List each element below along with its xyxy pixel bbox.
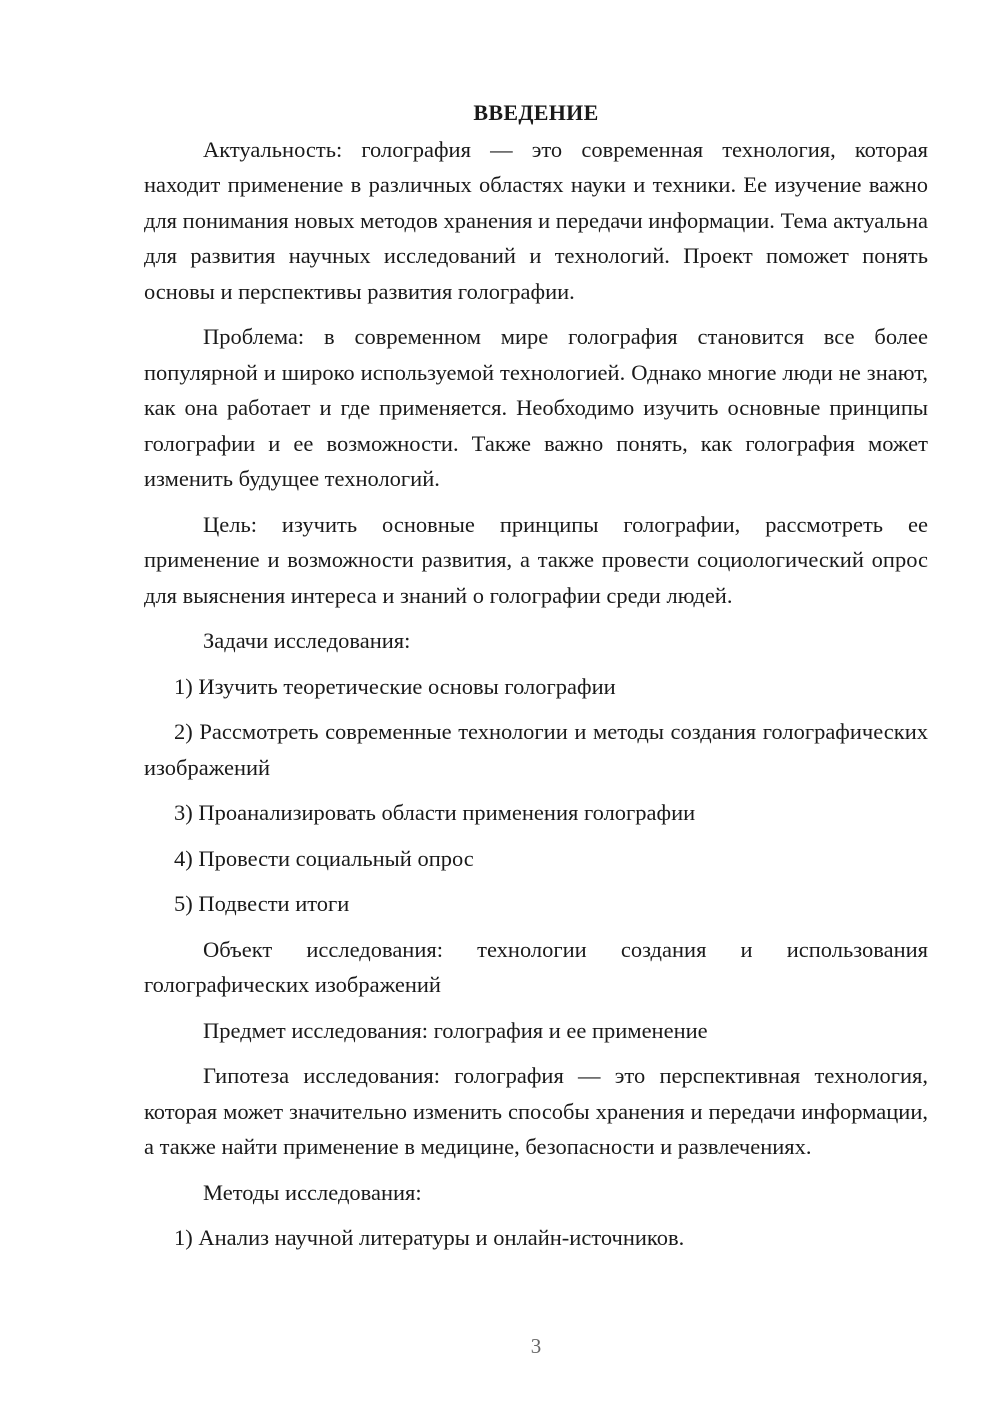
task-item-4: 4) Провести социальный опрос	[174, 845, 474, 871]
paragraph-problem: Проблема: в современном мире голография становится все более популярной и широко используемой технологией. Однако многие люди не знают, как она работает и где применяется. Необходимо изучить основные принципы голографии и ее возможности. Также важно понять, как голография может изменить будущее технологий.	[144, 324, 928, 491]
paragraph-actuality: Актуальность: голография — это современная технология, которая находит применение в различных областях науки и техники. Ее изучение важно для понимания новых методов хранения и передачи информации. Тема актуальна для развития научных исследований и технологий. Проект поможет понять основы и перспективы развития голографии.	[144, 136, 928, 304]
tasks-title: Задачи исследования:	[203, 628, 411, 653]
task-item-2: 2) Рассмотреть современные технологии и методы создания голографических изображений	[144, 719, 928, 780]
task-item-5: 5) Подвести итоги	[174, 891, 350, 916]
method-item-1: 1) Анализ научной литературы и онлайн-источников.	[174, 1225, 685, 1250]
page-number: 3	[530, 1334, 542, 1358]
task-item-1: 1) Изучить теоретические основы голографии	[174, 673, 616, 699]
methods-title: Методы исследования:	[203, 1179, 422, 1205]
task-item-3: 3) Проанализировать области применения голографии	[174, 800, 696, 825]
paragraph-hypothesis: Гипотеза исследования: голография — это перспективная технология, которая может значительно изменить способы хранения и передачи информации, а также найти применение в медицине, безопасности и развлечениях.	[144, 1063, 928, 1159]
paragraph-object: Объект исследования: технологии создания и использования голографических изображений	[144, 936, 928, 997]
paragraph-goal: Цель: изучить основные принципы голографии, рассмотреть ее применение и возможности развития, а также провести социологический опрос для выяснения интереса и знаний о голографии среди людей.	[144, 511, 928, 608]
paragraph-subject: Предмет исследования: голография и ее применение	[203, 1017, 708, 1043]
section-heading: ВВЕДЕНИЕ	[473, 100, 599, 125]
document-body	[144, 95, 928, 1266]
